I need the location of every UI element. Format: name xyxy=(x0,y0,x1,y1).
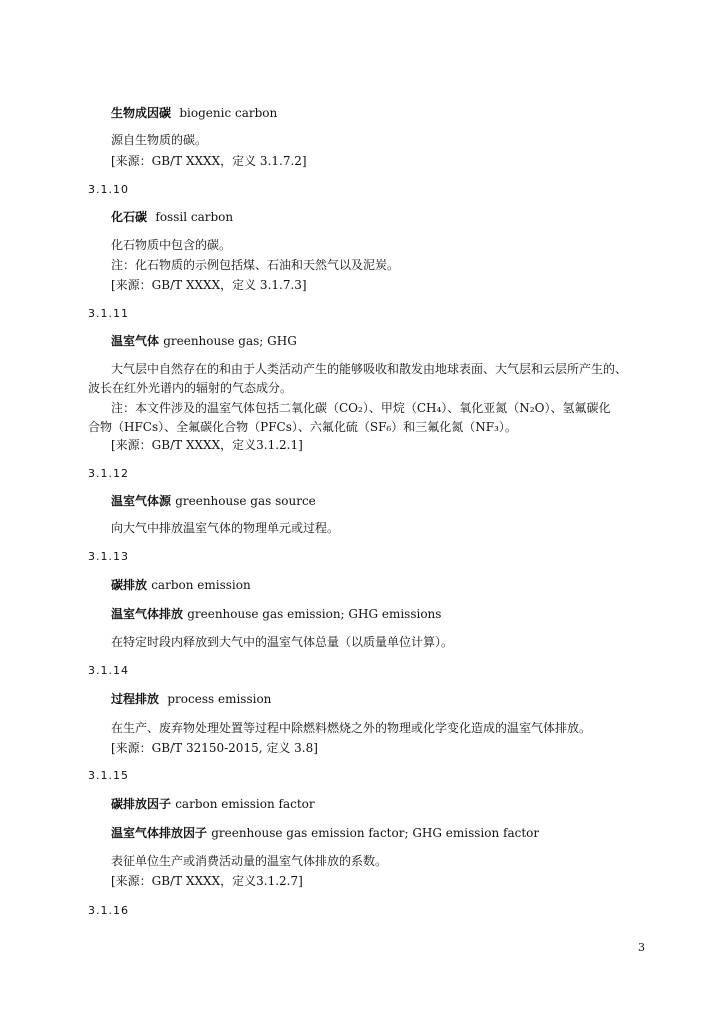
clause-number: 3.1.15 xyxy=(88,769,129,782)
term-carbon-emission: 碳排放 carbon emission xyxy=(111,578,251,592)
definition-text: 源自生物质的碳。 xyxy=(111,133,208,147)
clause-number: 3.1.11 xyxy=(88,307,129,320)
term-fossil-carbon: 化石碳 fossil carbon xyxy=(111,210,234,224)
term-greenhouse-gas: 温室气体 greenhouse gas; GHG xyxy=(111,334,297,348)
clause-number: 3.1.10 xyxy=(88,183,129,196)
clause-number: 3.1.14 xyxy=(88,664,129,677)
clause-number: 3.1.16 xyxy=(88,904,129,917)
term-carbon-emission-factor: 碳排放因子 carbon emission factor xyxy=(111,797,315,811)
definition-text: 在生产、废弃物处理处置等过程中除燃料燃烧之外的物理或化学变化造成的温室气体排放。 xyxy=(111,721,592,735)
clause-number: 3.1.12 xyxy=(88,467,129,480)
note-text: 注：本文件涉及的温室气体包括二氧化碳（CO₂）、甲烷（CH₄）、氧化亚氮（N₂O）、氢氟碳化 xyxy=(111,401,611,415)
source-reference: [来源：GB/T 32150-2015, 定义 3.8] xyxy=(111,741,318,755)
source-reference: [来源：GB/T XXXX，定义3.1.2.1] xyxy=(111,438,303,452)
page-number: 3 xyxy=(638,941,645,954)
term-process-emission: 过程排放 process emission xyxy=(111,692,272,706)
definition-text: 化石物质中包含的碳。 xyxy=(111,238,232,252)
definition-text: 表征单位生产或消费活动量的温室气体排放的系数。 xyxy=(111,854,388,868)
definition-text-cont: 波长在红外光谱内的辐射的气态成分。 xyxy=(88,381,293,395)
source-reference: [来源：GB/T XXXX，定义 3.1.7.2] xyxy=(111,154,307,168)
term-biogenic-carbon: 生物成因碳 biogenic carbon xyxy=(111,106,278,120)
source-reference: [来源：GB/T XXXX，定义 3.1.7.3] xyxy=(111,278,307,292)
definition-text: 大气层中自然存在的和由于人类活动产生的能够吸收和散发由地球表面、大气层和云层所产生的、 xyxy=(111,362,628,376)
term-greenhouse-gas-emission: 温室气体排放 greenhouse gas emission; GHG emissions xyxy=(111,607,442,621)
term-ghg-emission-factor: 温室气体排放因子 greenhouse gas emission factor; GHG emission factor xyxy=(111,826,540,840)
source-reference: [来源：GB/T XXXX，定义3.1.2.7] xyxy=(111,874,303,888)
term-greenhouse-gas-source: 温室气体源 greenhouse gas source xyxy=(111,494,316,508)
definition-text: 在特定时段内释放到大气中的温室气体总量（以质量单位计算）。 xyxy=(111,635,454,649)
note-text: 注：化石物质的示例包括煤、石油和天然气以及泥炭。 xyxy=(111,258,400,272)
clause-number: 3.1.13 xyxy=(88,550,129,563)
note-text-cont: 合物（HFCs）、全氟碳化合物（PFCs）、六氟化硫（SF₆）和三氟化氮（NF₃）。 xyxy=(88,420,517,434)
definition-text: 向大气中排放温室气体的物理单元或过程。 xyxy=(111,521,340,535)
